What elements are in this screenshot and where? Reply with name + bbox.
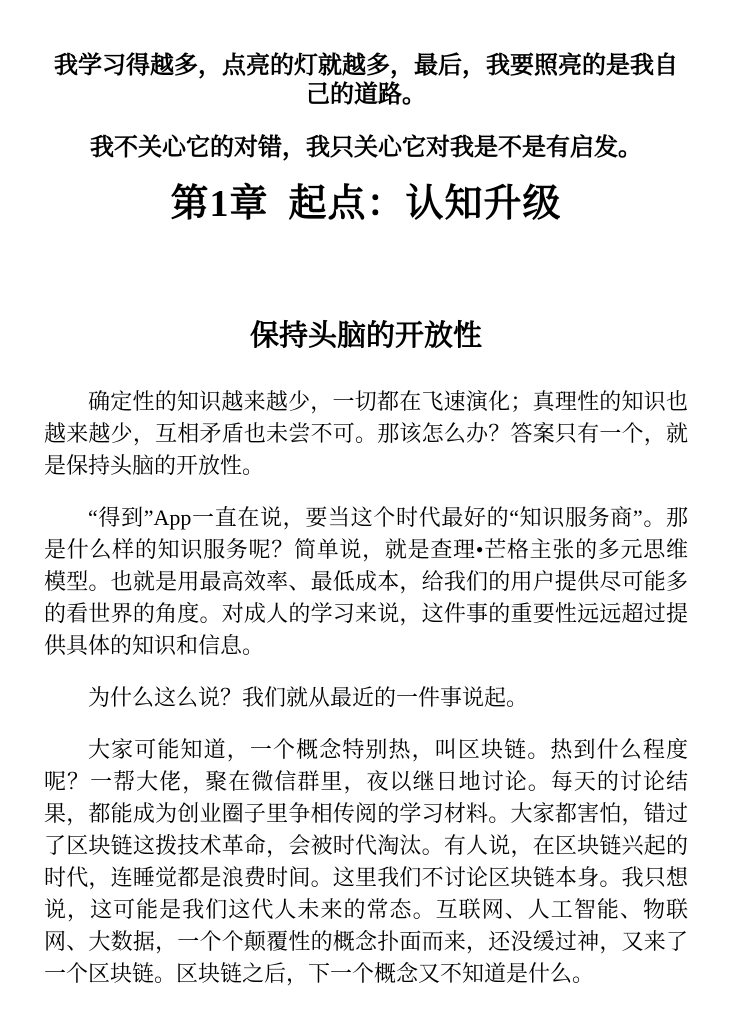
body-paragraph-3: 为什么这么说？我们就从最近的一件事说起。 <box>88 685 529 710</box>
epigraph-quote-2: 我不关心它的对错，我只关心它对我是不是有启发。 <box>90 135 642 161</box>
body-paragraph-2: “得到”App一直在说，要当这个时代最好的“知识服务商”。那是什么样的知识服务呢？简单说，就是查理•芒格主张的多元思维模型。也就是用最高效率、最低成本，给我们的用户提供尽可能多的看世界的角度。对成人的学习来说，这件事的重要性远远超过提供具体的知识和信息。 <box>44 505 688 658</box>
body-paragraph-1: 确定性的知识越来越少，一切都在飞速演化；真理性的知识也越来越少，互相矛盾也未尝不可。那该怎么办？答案只有一个，就是保持头脑的开放性。 <box>44 389 688 478</box>
body-paragraph-4: 大家可能知道，一个概念特别热，叫区块链。热到什么程度呢？一帮大佬，聚在微信群里，夜以继日地讨论。每天的讨论结果，都能成为创业圈子里争相传阅的学习材料。大家都害怕，错过了区块链这拨技术革命，会被时代淘汰。有人说，在区块链兴起的时代，连睡觉都是浪费时间。这里我们不讨论区块链本身。我只想说，这可能是我们这代人未来的常态。互联网、人工智能、物联网、大数据，一个个颠覆性的概念扑面而来，还没缓过神，又来了一个区块链。区块链之后，下一个概念又不知道是什么。 <box>44 737 688 986</box>
section-heading: 保持头脑的开放性 <box>249 320 482 352</box>
chapter-title: 第1章 起点：认知升级 <box>170 183 562 225</box>
epigraph-quote-1: 我学习得越多，点亮的灯就越多，最后，我要照亮的是我自己的道路。 <box>54 53 678 108</box>
